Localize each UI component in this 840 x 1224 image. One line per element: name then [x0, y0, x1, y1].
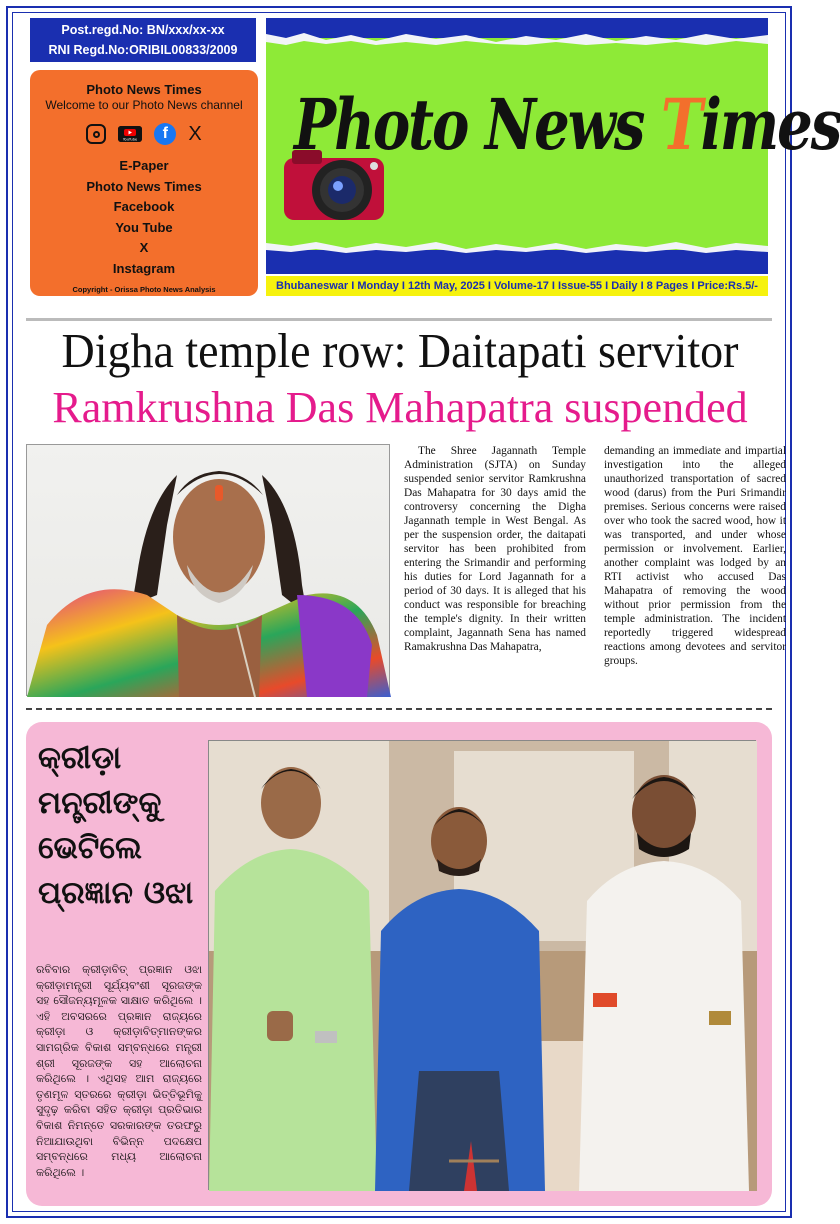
sports-headline: କ୍ରୀଡ଼ା ମନ୍ତ୍ରୀଙ୍କୁ ଭେଟିଲେ ପ୍ରଜ୍ଞାନ ଓଝା [38, 740, 194, 911]
section-divider [26, 708, 772, 710]
masthead-title-t: T [660, 84, 701, 167]
promo-link-facebook[interactable]: Facebook [113, 199, 175, 214]
promo-link-photo-news-times[interactable]: Photo News Times [86, 178, 202, 194]
promo-title: Photo News Times [86, 82, 202, 97]
dateline-bar: Bhubaneswar I Monday I 12th May, 2025 I Volume-17 I Issue-55 I Daily I 8 Pages I Price:Rs.5/- [266, 276, 768, 296]
article-column-2-text: demanding an immediate and impartial investigation into the alleged unauthorized transportation of sacred wood (darus) from the Puri Srimandir premises. Serious concerns were raised over who took the sacred wood, how it was transported, and under whose permission or involvement. Earlier, another complaint was lodged by an RTI activist who accused Das Mahapatra of removing the wood without prior permission from the temple administration. The incident reportedly triggered widespread reactions among devotees and servitor groups. [604, 445, 786, 667]
masthead-title-part1: Photo News [294, 84, 661, 167]
sports-body: ରବିବାର କ୍ରୀଡ଼ାବିତ୍ ପ୍ରଜ୍ଞାନ ଓଝା କ୍ରୀଡ଼ାମନ୍ତ୍ରୀ ସୂର୍ଯ୍ୟବଂଶୀ ସୂରଜଙ୍କ ସହ ସୌଜନ୍ୟମୂଳକ ସାକ୍ଷାତ କରିଥିଲେ । ଏହି ଅବସରରେ ପ୍ରଜ୍ଞାନ ରାଜ୍ୟରେ କ୍ରୀଡ଼ା ଓ କ୍ରୀଡ଼ାବିତ୍‌ମାନଙ୍କର ସାମଗ୍ରିକ ବିକାଶ ସମ୍ବନ୍ଧରେ ମନ୍ତ୍ରୀ ଶ୍ରୀ ସୂରଜଙ୍କ ସହ ଆଲୋଚନା କରିଥିଲେ । ଏଥିସହ ଆମ ରାଜ୍ୟରେ ତୃଣମୂଳ ସ୍ତରରେ କ୍ରୀଡ଼ା ଭିତ୍ତିଭୂମିକୁ ସୁଦୃଢ଼ କରିବା ସହିତ କ୍ରୀଡ଼ା ପ୍ରତିଭାର ବିକାଶ ନିମନ୍ତେ ସରକାରଙ୍କ ତରଫରୁ ନିଆଯାଉଥିବା ବିଭିନ୍ନ ପଦକ୍ଷେପ ସମ୍ବନ୍ଧରେ ମଧ୍ୟ ଆଲୋଚନା କରିଥିଲେ । [36, 963, 202, 1179]
svg-text:YouTube: YouTube [123, 137, 138, 142]
servitor-portrait-illustration [27, 445, 391, 697]
facebook-icon[interactable]: f [154, 123, 176, 145]
promo-link-instagram[interactable]: Instagram [112, 260, 176, 276]
social-icons [30, 122, 258, 146]
post-regd-number: Post.regd.No: BN/xxx/xx-xx [61, 23, 225, 37]
promo-copyright: Copyright - Orissa Photo News Analysis [72, 285, 216, 294]
torn-paper-top [266, 32, 768, 46]
masthead [266, 18, 840, 274]
three-men-meeting-illustration [209, 741, 757, 1191]
promo-link-youtube[interactable]: You Tube [115, 219, 173, 235]
x-icon[interactable]: X [188, 122, 202, 145]
youtube-icon[interactable] [118, 126, 142, 142]
promo-box [30, 70, 258, 296]
promo-welcome: Welcome to our Photo News channel [45, 98, 243, 112]
instagram-icon[interactable] [86, 124, 106, 144]
article-column-1 [404, 444, 586, 654]
header-divider [26, 318, 772, 321]
headline-line-2: Ramkrushna Das Mahapatra suspended [52, 383, 748, 432]
torn-paper-bottom [266, 240, 768, 254]
masthead-title-part2: imes [700, 84, 840, 167]
promo-link-x[interactable]: X [139, 240, 149, 255]
article-photo [26, 444, 390, 696]
sports-photo [208, 740, 756, 1190]
registration-box [30, 18, 256, 62]
promo-link-epaper[interactable]: E-Paper [119, 158, 169, 173]
article-column-1-text: The Shree Jagannath Temple Administration (SJTA) on Sunday suspended senior servitor Ramkrushna Das Mahapatra for 30 days amid the controversy concerning the Digha Jagannath temple in West Bengal. As per the suspension order, the daitapati servitor has been prohibited from entering the Srimandir and performing his duties for Lord Jagannath for a period of 30 days. It is alleged that his conduct was responsible for breaching the temple's dignity. In their written complaint, Jagannath Sena has named Ramakrushna Das Mahapatra, [404, 445, 586, 653]
article-column-2 [604, 444, 786, 668]
headline-line-1: Digha temple row: Daitapati servitor [61, 323, 739, 378]
rni-regd-number: RNI Regd.No:ORIBIL00833/2009 [48, 43, 238, 57]
promo-links [30, 156, 258, 279]
masthead-title [294, 84, 840, 167]
